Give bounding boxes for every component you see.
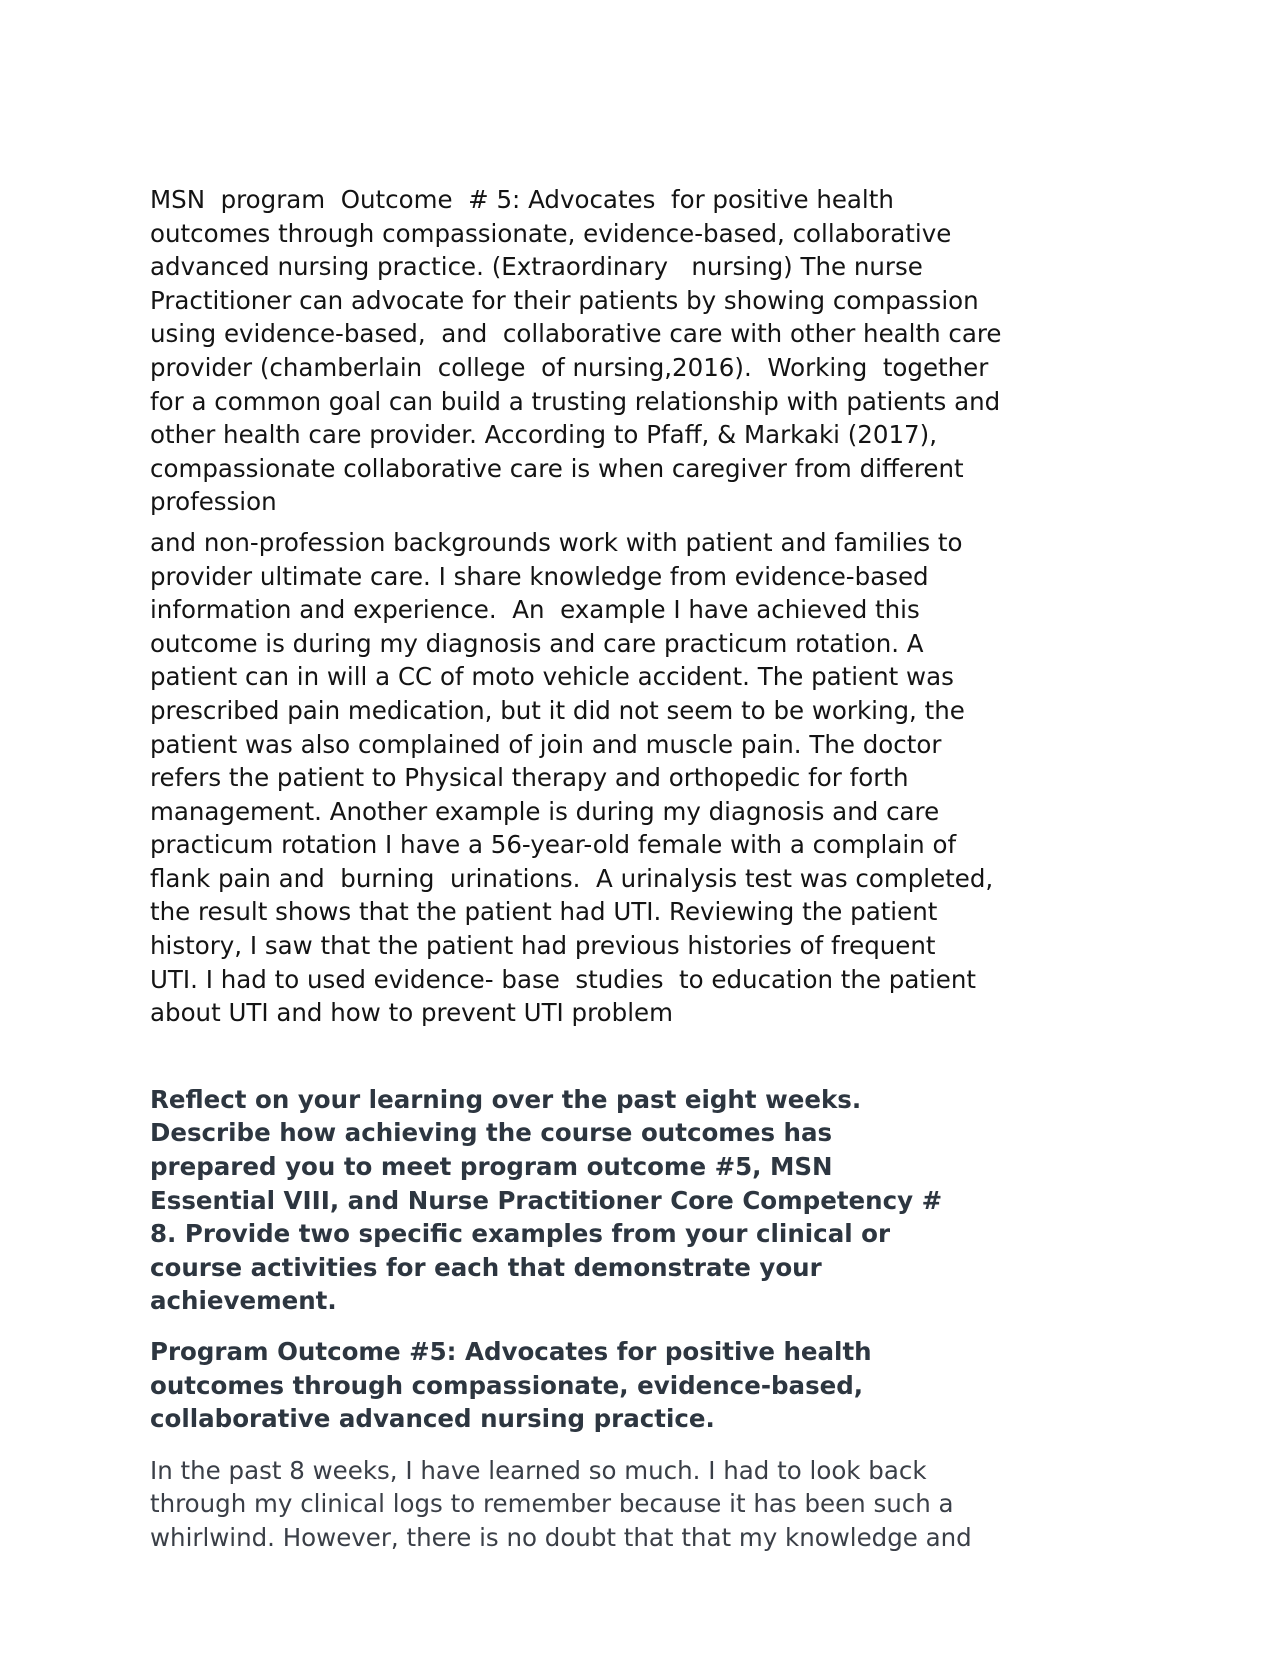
heading-line: course activities for each that demonstrate your — [150, 1252, 822, 1282]
document-body — [150, 183, 1140, 1555]
text-line: flank pain and burning urinations. A urinalysis test was completed, — [150, 863, 994, 893]
text-line: practicum rotation I have a 56-year-old female with a complain of — [150, 830, 957, 860]
text-line: whirlwind. However, there is no doubt that that my knowledge and — [150, 1522, 972, 1552]
heading-reflection-prompt — [150, 1083, 1140, 1318]
text-line: In the past 8 weeks, I have learned so much. I had to look back — [150, 1455, 927, 1485]
heading-line: Describe how achieving the course outcomes has — [150, 1118, 833, 1148]
heading-program-outcome-5 — [150, 1335, 1140, 1436]
text-line: the result shows that the patient had UTI. Reviewing the patient — [150, 897, 938, 927]
text-line: profession — [150, 487, 277, 517]
text-line: through my clinical logs to remember because it has been such a — [150, 1489, 954, 1519]
text-line: and non-profession backgrounds work with patient and families to — [150, 527, 963, 557]
heading-line: prepared you to meet program outcome #5, MSN — [150, 1152, 833, 1182]
paragraph-program-outcome — [150, 183, 1140, 519]
text-line: outcome is during my diagnosis and care practicum rotation. A — [150, 628, 924, 658]
paragraph-examples — [150, 526, 1140, 1030]
text-line: MSN program Outcome # 5: Advocates for positive health — [150, 185, 894, 214]
text-line: information and experience. An example I have achieved this — [150, 595, 920, 625]
text-line: advanced nursing practice. (Extraordinary nursing) The nurse — [150, 252, 923, 282]
text-line: outcomes through compassionate, evidence-based, collaborative — [150, 218, 952, 248]
text-line: patient was also complained of join and muscle pain. The doctor — [150, 729, 942, 759]
text-line: other health care provider. According to Pfaff, & Markaki (2017), — [150, 420, 937, 450]
text-line: provider (chamberlain college of nursing,2016). Working together — [150, 352, 989, 382]
heading-line: Program Outcome #5: Advocates for positive health — [150, 1337, 872, 1366]
heading-line: achievement. — [150, 1286, 337, 1316]
text-line: provider ultimate care. I share knowledge from evidence-based — [150, 561, 929, 591]
text-line: management. Another example is during my diagnosis and care — [150, 796, 940, 826]
text-line: compassionate collaborative care is when caregiver from different — [150, 453, 964, 483]
text-line: patient can in will a CC of moto vehicle accident. The patient was — [150, 662, 954, 692]
text-line: about UTI and how to prevent UTI problem — [150, 998, 673, 1028]
heading-line: 8. Provide two specific examples from your clinical or — [150, 1219, 891, 1249]
heading-line: Essential VIII, and Nurse Practitioner Core Competency # — [150, 1185, 943, 1215]
heading-line: Reflect on your learning over the past eight weeks. — [150, 1084, 862, 1114]
text-line: using evidence-based, and collaborative care with other health care — [150, 319, 1002, 349]
text-line: prescribed pain medication, but it did not seem to be working, the — [150, 695, 965, 725]
text-line: history, I saw that the patient had previous histories of frequent — [150, 931, 936, 961]
heading-line: collaborative advanced nursing practice. — [150, 1404, 715, 1434]
paragraph-reflection — [150, 1454, 1140, 1555]
text-line: for a common goal can build a trusting relationship with patients and — [150, 386, 1001, 416]
text-line: UTI. I had to used evidence- base studies to education the patient — [150, 964, 976, 994]
text-line: Practitioner can advocate for their patients by showing compassion — [150, 285, 979, 315]
heading-line: outcomes through compassionate, evidence-based, — [150, 1370, 864, 1400]
text-line: refers the patient to Physical therapy and orthopedic for forth — [150, 763, 909, 793]
